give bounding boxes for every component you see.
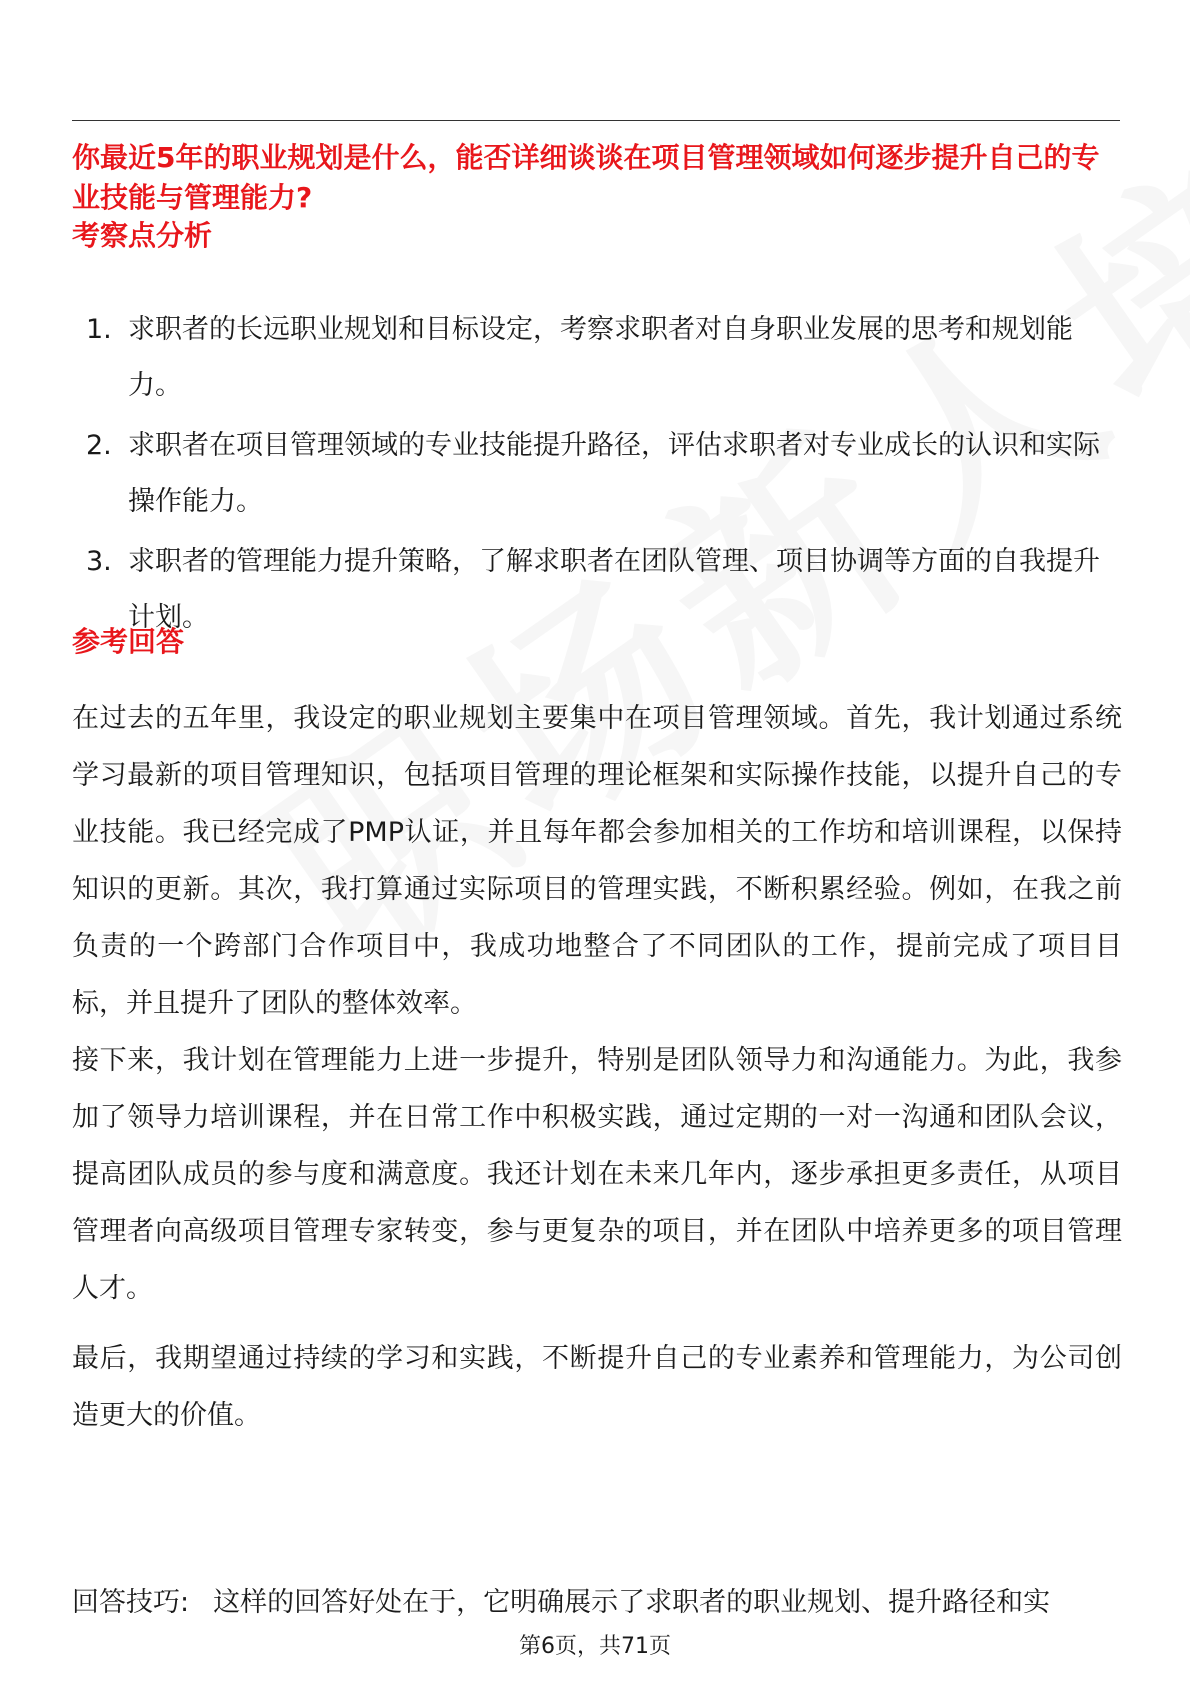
question-title: 你最近5年的职业规划是什么，能否详细谈谈在项目管理领域如何逐步提升自己的专业技能与管理能力? <box>72 141 1100 214</box>
answer-paragraph-3: 最后，我期望通过持续的学习和实践，不断提升自己的专业素养和管理能力，为公司创造更大的价值。 <box>72 1343 1122 1431</box>
list-item <box>72 302 1122 414</box>
answer-section-title: 参考回答 <box>72 625 185 658</box>
list-item-text: 求职者在项目管理领域的专业技能提升路径，评估求职者对专业成长的认识和实际操作能力。 <box>128 430 1100 517</box>
answer-paragraph-2: 接下来，我计划在管理能力上进一步提升，特别是团队领导力和沟通能力。为此，我参加了领导力培训课程，并在日常工作中积极实践，通过定期的一对一沟通和团队会议，提高团队成员的参与度和满意度。我还计划在未来几年内，逐步承担更多责任，从项目管理者向高级项目管理专家转变，参与更复杂的项目，并在团队中培养更多的项目管理人才。 <box>72 1045 1122 1304</box>
list-item-number: 1. <box>86 314 112 345</box>
tip-label: 回答技巧: <box>72 1587 190 1618</box>
analysis-section-title: 考察点分析 <box>72 219 213 252</box>
top-divider <box>72 120 1120 121</box>
page-number-footer: 第6页，共71页 <box>519 1634 671 1659</box>
list-item-text: 求职者的长远职业规划和目标设定，考察求职者对自身职业发展的思考和规划能力。 <box>128 314 1073 401</box>
list-item-number: 2. <box>86 430 112 461</box>
list-item-number: 3. <box>86 546 112 577</box>
tip-text: 这样的回答好处在于，它明确展示了求职者的职业规划、提升路径和实 <box>213 1587 1051 1618</box>
list-item <box>72 418 1122 530</box>
list-item-text: 求职者的管理能力提升策略，了解求职者在团队管理、项目协调等方面的自我提升计划。 <box>128 546 1100 633</box>
answer-paragraph-1: 在过去的五年里，我设定的职业规划主要集中在项目管理领域。首先，我计划通过系统学习最新的项目管理知识，包括项目管理的理论框架和实际操作技能，以提升自己的专业技能。我已经完成了PMP认证，并且每年都会参加相关的工作坊和培训课程，以保持知识的更新。其次，我打算通过实际项目的管理实践，不断积累经验。例如，在我之前负责的一个跨部门合作项目中，我成功地整合了不同团队的工作，提前完成了项目目标，并且提升了团队的整体效率。 <box>72 703 1122 1019</box>
list-item <box>72 534 1122 646</box>
answer-tip <box>72 1583 1122 1623</box>
analysis-list <box>72 302 1122 650</box>
